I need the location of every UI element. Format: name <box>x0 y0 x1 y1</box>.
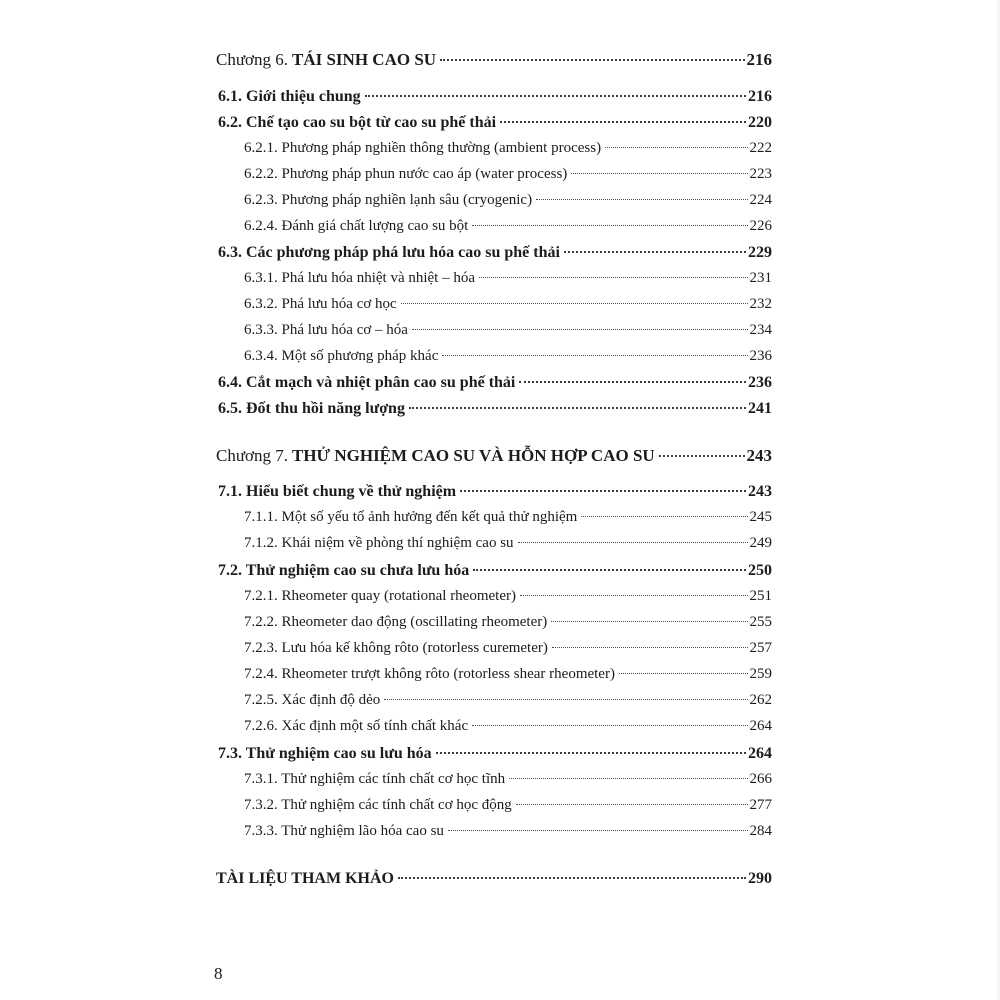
toc-subsection-7-3-1 <box>244 771 772 788</box>
toc-entry-title: 7.1.2. Khái niệm về phòng thí nghiệm cao su <box>244 535 514 551</box>
toc-page-number: 290 <box>748 870 772 887</box>
dot-leader <box>518 542 748 543</box>
dot-leader <box>551 621 747 622</box>
chapter-title: TÁI SINH CAO SU <box>292 50 437 69</box>
toc-subsection-6-3-4 <box>244 348 772 365</box>
dot-leader <box>398 877 746 879</box>
toc-entry-title: 6.5. Đốt thu hồi năng lượng <box>218 400 405 417</box>
toc-entry-title: 6.3.4. Một số phương pháp khác <box>244 348 439 364</box>
toc-page-number: 216 <box>746 50 772 69</box>
toc-section-7-1 <box>218 483 772 501</box>
toc-page-number: 226 <box>749 218 772 234</box>
dot-leader <box>571 173 747 174</box>
page-edge <box>996 0 1000 1000</box>
toc-entry-title: 6.2.4. Đánh giá chất lượng cao su bột <box>244 218 469 234</box>
dot-leader <box>440 59 744 61</box>
toc-section-6-5 <box>218 400 772 418</box>
toc-entry-title: 6.3. Các phương pháp phá lưu hóa cao su phế thải <box>218 244 560 261</box>
dot-leader <box>659 455 745 457</box>
dot-leader <box>479 277 747 278</box>
toc-page-number: 249 <box>749 535 772 551</box>
page-footer-number: 8 <box>214 964 223 983</box>
dot-leader <box>581 516 747 517</box>
toc-subsection-7-3-2 <box>244 797 772 814</box>
toc-page-number: 220 <box>748 114 772 131</box>
toc-entry-title: 7.3.1. Thử nghiệm các tính chất cơ học tĩnh <box>244 771 506 787</box>
dot-leader <box>460 490 746 492</box>
toc-subsection-7-2-4 <box>244 666 772 683</box>
toc-subsection-7-2-1 <box>244 588 772 605</box>
toc-entry-title: 6.2.3. Phương pháp nghiền lạnh sâu (cryogenic) <box>244 192 533 208</box>
toc-page-number: 241 <box>748 400 772 417</box>
toc-references <box>216 870 772 888</box>
toc-subsection-6-3-1 <box>244 270 772 287</box>
dot-leader <box>520 595 748 596</box>
toc-subsection-6-2-4 <box>244 218 772 235</box>
chapter-prefix: Chương 6. <box>216 50 289 69</box>
dot-leader <box>473 569 746 571</box>
toc-page-number: 257 <box>749 640 772 656</box>
toc-page-number: 266 <box>749 771 772 787</box>
toc-entry-title: 6.1. Giới thiệu chung <box>218 88 361 105</box>
toc-page-number: 262 <box>749 692 772 708</box>
dot-leader <box>516 804 748 805</box>
toc-entry-title <box>216 50 436 70</box>
toc-subsection-7-1-1 <box>244 509 772 526</box>
toc-page-number: 284 <box>749 823 772 839</box>
toc-entry-title: 7.2.3. Lưu hóa kế không rôto (rotorless curemeter) <box>244 640 548 656</box>
toc-entry-title: 7.2.1. Rheometer quay (rotational rheometer) <box>244 588 516 604</box>
toc-entry-title: 6.2.2. Phương pháp phun nước cao áp (water process) <box>244 166 568 182</box>
toc-page-number: 251 <box>749 588 772 604</box>
toc-page-number: 231 <box>749 270 772 286</box>
toc-page-number: 243 <box>748 483 772 500</box>
toc-subsection-7-3-3 <box>244 823 772 840</box>
toc-entry-title: 6.3.2. Phá lưu hóa cơ học <box>244 296 397 312</box>
toc-entry-title: 7.2.5. Xác định độ dẻo <box>244 692 381 708</box>
toc-entry-title: 7.3.2. Thử nghiệm các tính chất cơ học động <box>244 797 512 813</box>
dot-leader <box>365 95 746 97</box>
toc-chapter-7 <box>216 446 772 466</box>
toc-page-number: 250 <box>748 562 772 579</box>
toc-page-number: 236 <box>748 374 772 391</box>
dot-leader <box>384 699 747 700</box>
toc-page-number: 234 <box>749 322 772 338</box>
toc-section-6-2 <box>218 114 772 132</box>
dot-leader <box>619 673 748 674</box>
toc-subsection-7-2-2 <box>244 614 772 631</box>
dot-leader <box>519 381 746 383</box>
dot-leader <box>409 407 746 409</box>
dot-leader <box>442 355 747 356</box>
dot-leader <box>472 225 747 226</box>
toc-subsection-6-2-2 <box>244 166 772 183</box>
toc-page-number: 232 <box>749 296 772 312</box>
toc-subsection-7-2-6 <box>244 718 772 735</box>
toc-entry-title: 7.1. Hiểu biết chung về thử nghiệm <box>218 483 457 500</box>
toc-entry-title: 6.4. Cắt mạch và nhiệt phân cao su phế thải <box>218 374 516 391</box>
toc-entry-title: 6.2.1. Phương pháp nghiền thông thường (ambient process) <box>244 140 602 156</box>
toc-page-number: 277 <box>749 797 772 813</box>
toc-entry-title: 6.3.1. Phá lưu hóa nhiệt và nhiệt – hóa <box>244 270 476 286</box>
dot-leader <box>509 778 747 779</box>
toc-page-number: 259 <box>749 666 772 682</box>
toc-entry-title: 7.2. Thử nghiệm cao su chưa lưu hóa <box>218 562 470 579</box>
toc-page-number: 222 <box>749 140 772 156</box>
chapter-title: THỬ NGHIỆM CAO SU VÀ HỖN HỢP CAO SU <box>292 446 655 465</box>
toc-subsection-6-3-2 <box>244 296 772 313</box>
toc-subsection-7-2-3 <box>244 640 772 657</box>
toc-entry-title: 7.2.2. Rheometer dao động (oscillating rheometer) <box>244 614 548 630</box>
toc-page-number: 229 <box>748 244 772 261</box>
toc-subsection-6-2-3 <box>244 192 772 209</box>
dot-leader <box>564 251 746 253</box>
dot-leader <box>401 303 748 304</box>
chapter-prefix: Chương 7. <box>216 446 289 465</box>
toc-page-number: 264 <box>749 718 772 734</box>
dot-leader <box>500 121 746 123</box>
toc-entry-title: 7.3.3. Thử nghiệm lão hóa cao su <box>244 823 444 839</box>
toc-entry-title: 7.2.6. Xác định một số tính chất khác <box>244 718 469 734</box>
toc-subsection-7-1-2 <box>244 535 772 552</box>
dot-leader <box>552 647 748 648</box>
dot-leader <box>605 147 747 148</box>
toc-section-6-1 <box>218 88 772 106</box>
toc-entry-title: 6.2. Chế tạo cao su bột từ cao su phế thải <box>218 114 497 131</box>
toc-page-number: 236 <box>749 348 772 364</box>
toc-subsection-7-2-5 <box>244 692 772 709</box>
toc-page-number: 223 <box>749 166 772 182</box>
toc-section-7-3 <box>218 745 772 763</box>
toc-entry-title: 7.1.1. Một số yếu tố ảnh hưởng đến kết quả thử nghiệm <box>244 509 578 525</box>
dot-leader <box>472 725 747 726</box>
toc-page-number: 245 <box>749 509 772 525</box>
dot-leader <box>536 199 747 200</box>
toc-entry-title: 7.3. Thử nghiệm cao su lưu hóa <box>218 745 432 762</box>
dot-leader <box>448 830 748 831</box>
toc-section-6-3 <box>218 244 772 262</box>
toc-page-number: 224 <box>749 192 772 208</box>
toc-chapter-6 <box>216 50 772 70</box>
toc-page-number: 243 <box>746 446 772 465</box>
toc-page-number: 255 <box>749 614 772 630</box>
toc-section-6-4 <box>218 374 772 392</box>
toc-entry-title: 6.3.3. Phá lưu hóa cơ – hóa <box>244 322 408 338</box>
toc-subsection-6-3-3 <box>244 322 772 339</box>
dot-leader <box>436 752 746 754</box>
toc-entry-title: TÀI LIỆU THAM KHẢO <box>216 870 394 887</box>
toc-page-number: 264 <box>748 745 772 762</box>
toc-entry-title: 7.2.4. Rheometer trượt không rôto (rotorless shear rheometer) <box>244 666 615 682</box>
toc-entry-title <box>216 446 655 466</box>
dot-leader <box>412 329 748 330</box>
toc-page-number: 216 <box>748 88 772 105</box>
toc-subsection-6-2-1 <box>244 140 772 157</box>
toc-section-7-2 <box>218 562 772 580</box>
